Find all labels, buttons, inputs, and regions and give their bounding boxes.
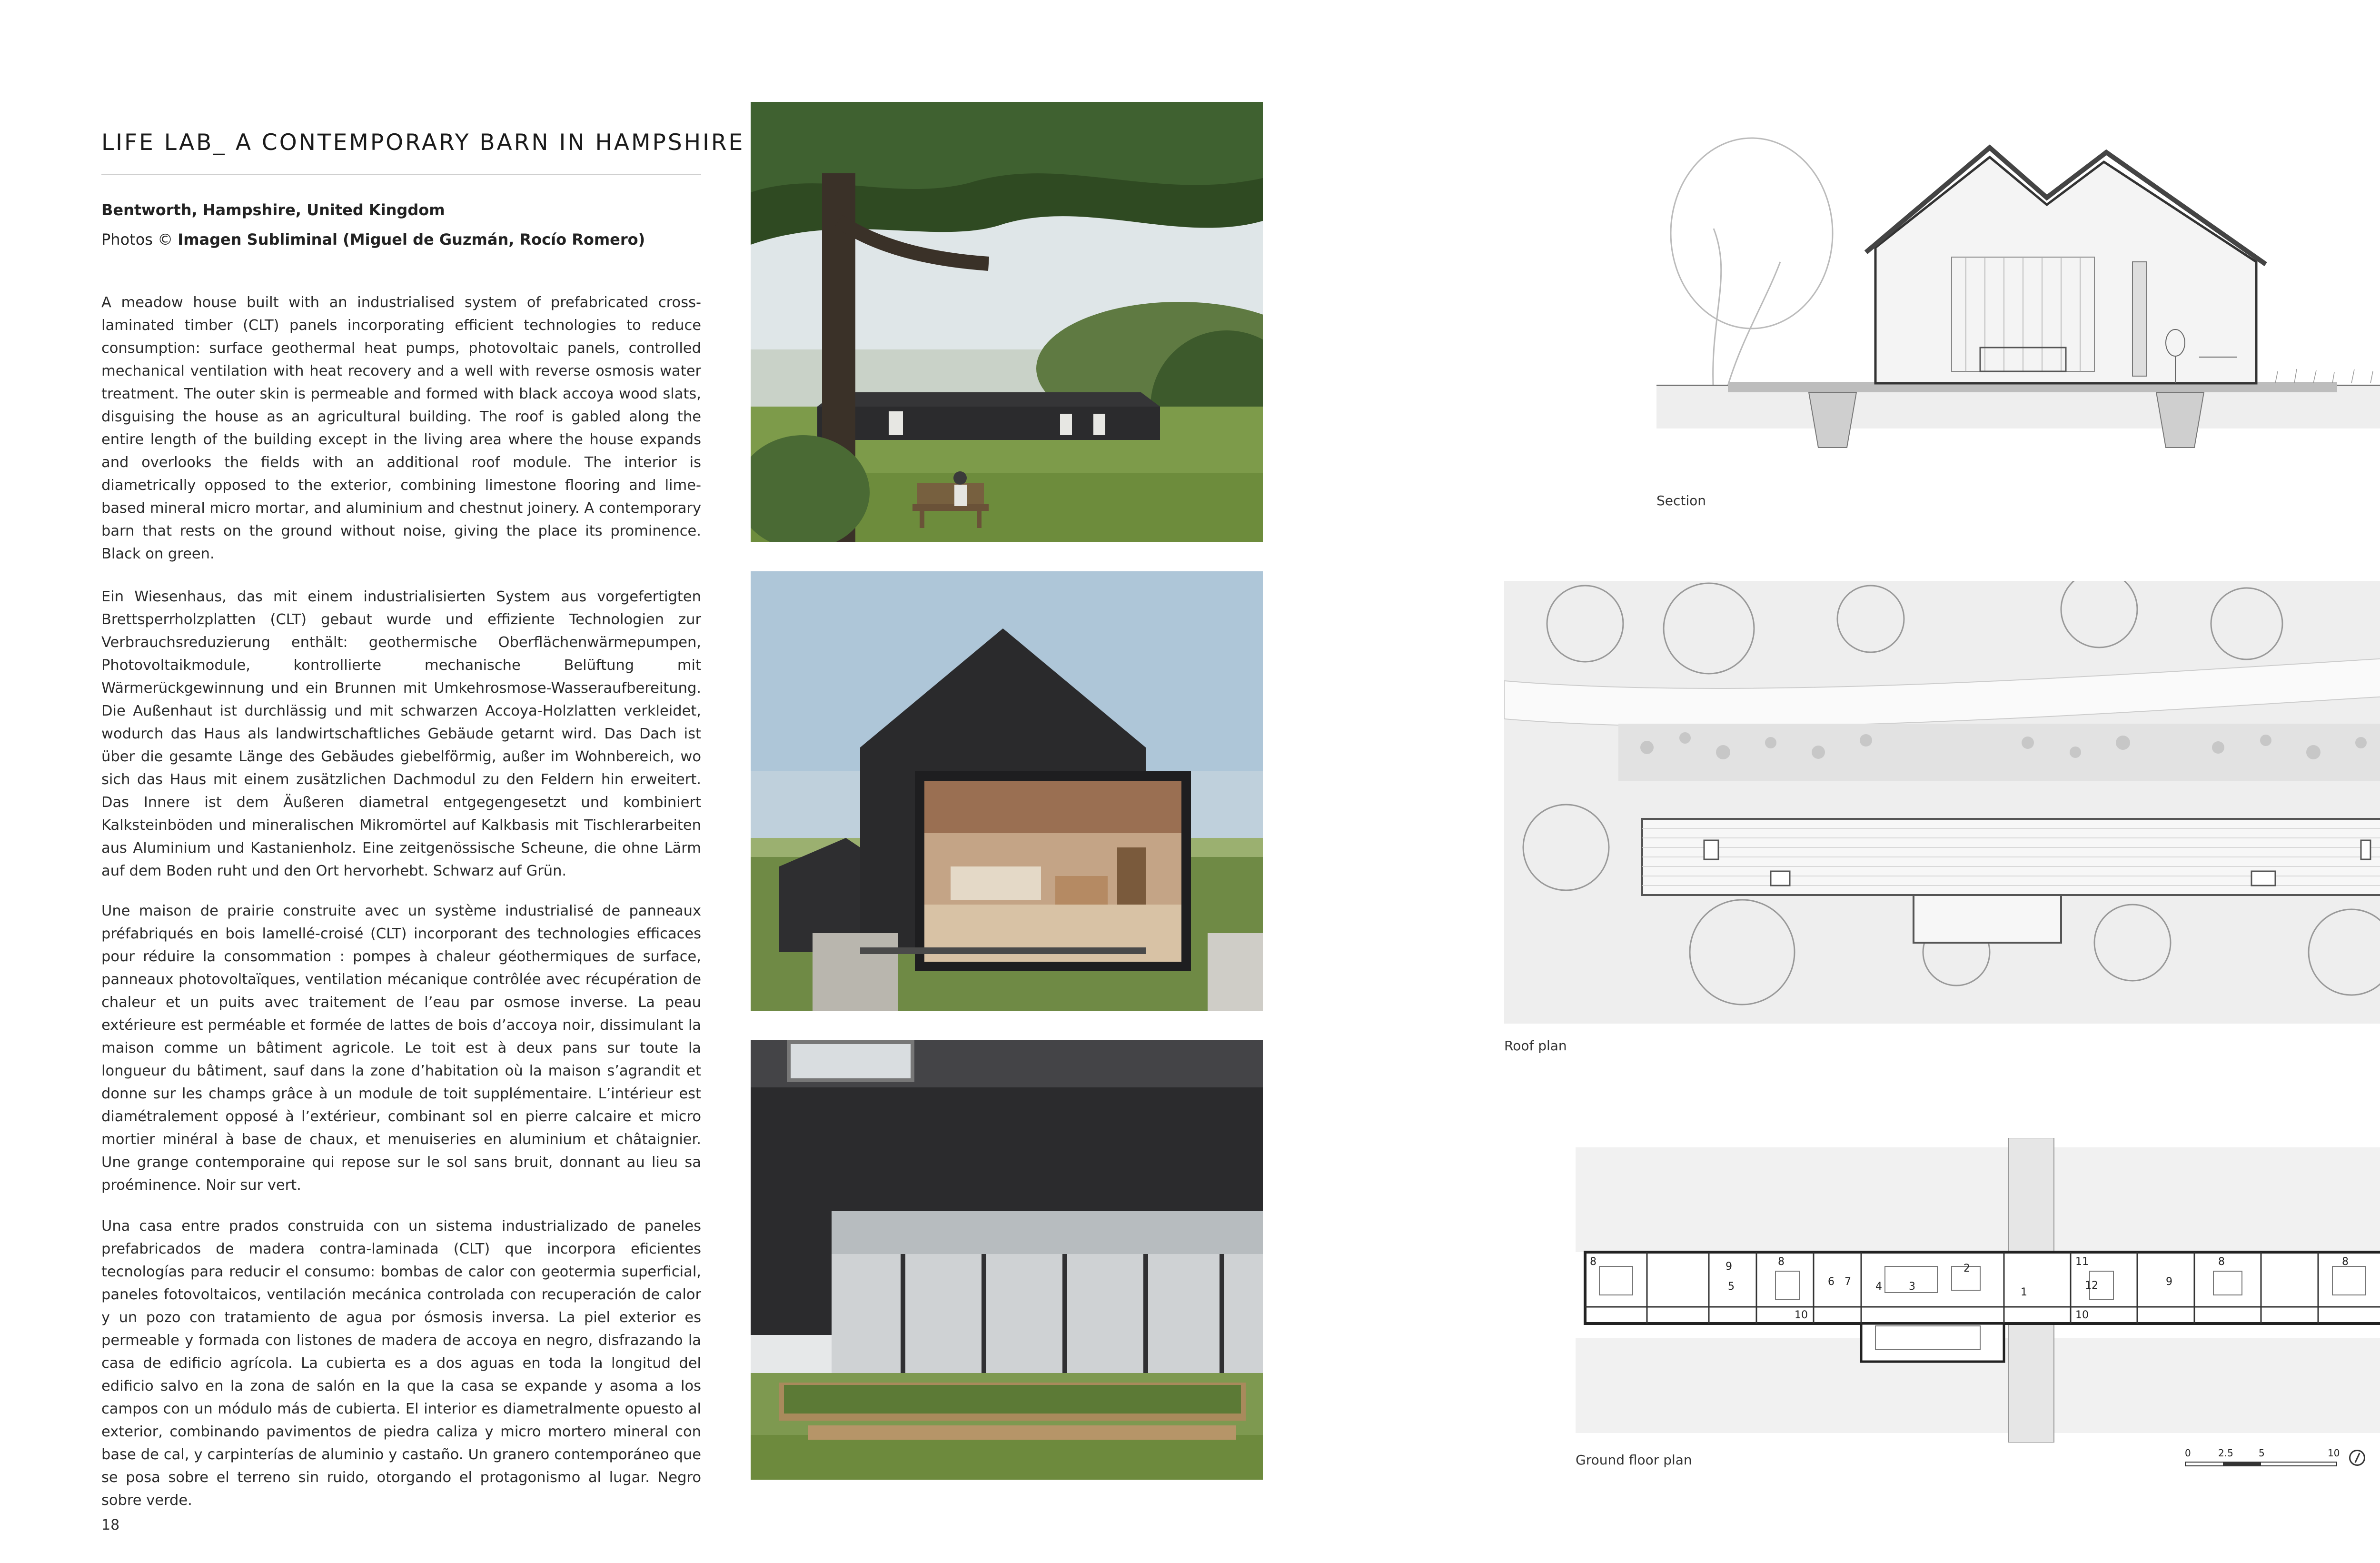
photo-long-facade [751,1040,1263,1480]
project-location: Bentworth, Hampshire, United Kingdom [101,201,445,219]
plan-label-6: 6 [1828,1276,1835,1288]
plan-label-7: 7 [1844,1276,1851,1288]
plan-label-4: 4 [1875,1281,1882,1293]
north-arrow-icon [2349,1450,2365,1466]
plan-label-9b: 9 [2166,1276,2172,1288]
plan-label-8d: 8 [2342,1256,2349,1268]
ground-floor-plan-drawing [1547,1138,2380,1443]
paragraph-german: Ein Wiesenhaus, das mit einem industrialisierten System aus vorgefertigten Brettsperrholzplatten (CLT) gebaut wurde und effiziente Technologien zur Verbrauchsreduzierung enthält: geothermische Oberflächenwärmepumpen, Photovoltaikmodule, kontrollierte mechanische Belüftung mit Wärmerückgewinnung und ein Brunnen mit Umkehrosmose-Wasseraufbereitung. Die Außenhaut ist durchlässig und mit schwarzen Accoya-Holzlatten verkleidet, wodurch das Haus als landwirtschaftliches Gebäude getarnt wird. Das Dach ist über die gesamte Länge des Gebäudes giebelförmig, außer im Wohnbereich, wo sich das Haus mit einem zusätzlichen Dachmodul zu den Feldern hin erweitert. Das Innere ist dem Äußeren diametral entgegengesetzt und kombiniert Kalksteinböden und mineralischen Mikromörtel auf Kalkbasis mit Tischlerarbeiten aus Aluminium und Kastanienholz. Eine zeitgenössische Scheune, die ohne Lärm auf dem Boden ruht und den Ort hervorhebt. Schwarz auf Grün. [101,588,701,879]
plan-label-11: 11 [2075,1256,2089,1268]
plan-label-1: 1 [2021,1286,2027,1298]
scale-tick-10: 10 [2328,1447,2340,1459]
caption-roof-plan: Roof plan [1504,1038,1567,1054]
scale-tick-5: 5 [2259,1447,2265,1459]
paragraph-spanish: Una casa entre prados construida con un sistema industrializado de paneles prefabricados de madera contra-laminada (CLT) que incorpora eficientes tecnologías para reducir el consumo: bombas de calor con geotermia superficial, paneles fotovoltaicos, ventilación mecánica controlada con recuperación de calor y un pozo con tratamiento de agua por ósmosis inversa. La piel exterior es permeable y formada con listones de madera de accoya en negro, disfrazando la casa de edificio agrícola. La cubierta es a dos aguas en toda la longitud del edificio salvo en la zona de salón en la que la casa se expande y asoma a los campos con un módulo más de cubierta. El interior es diametralmente opuesto al exterior, combinando pavimentos de piedra caliza y micro mortero mineral con base de cal, y carpinterías de aluminio y castaño. Un granero contemporáneo que se posa sobre el terreno sin ruido, otorgando el protagonismo al lugar. Negro sobre verde. [101,1218,701,1509]
plan-label-3: 3 [1909,1281,1915,1293]
page-number-left: 18 [101,1517,120,1533]
photo-gable-window [751,571,1263,1011]
roof-plan-drawing [1504,581,2380,1024]
photo-credit-prefix: Photos © [101,230,178,249]
plan-label-10b: 10 [2075,1309,2089,1321]
plan-label-12: 12 [2085,1280,2098,1292]
plan-label-10a: 10 [1795,1309,1808,1321]
caption-section: Section [1656,493,1706,508]
scale-tick-2-5: 2.5 [2218,1447,2233,1459]
photo-meadow-barn [751,102,1263,542]
title-rule [101,174,701,175]
scale-tick-0: 0 [2185,1447,2191,1459]
photo-credit [101,230,645,249]
paragraph-english: A meadow house built with an industrialised system of prefabricated cross-laminated timber (CLT) panels incorporating efficient technologies to reduce consumption: surface geothermal heat pumps, photovoltaic panels, controlled mechanical ventilation with heat recovery and a well with reverse osmosis water treatment. The outer skin is permeable and formed with black accoya wood slats, disguising the house as an agricultural building. The roof is gabled along the entire length of the building except in the living area where the house expands and overlooks the fields with an additional roof module. The interior is diametrically opposed to the exterior, combining limestone flooring and lime-based mineral micro mortar, and aluminium and chestnut joinery. A contemporary barn that rests on the ground without noise, giving the place its prominence. Black on green. [101,294,701,562]
plan-label-2: 2 [1964,1263,1970,1274]
plan-label-8b: 8 [1778,1256,1785,1268]
scale-bar [2185,1443,2375,1481]
plan-label-5: 5 [1728,1281,1735,1293]
paragraph-french: Une maison de prairie construite avec un système industrialisé de panneaux préfabriqués en bois lamellé-croisé (CLT) incorporant des technologies efficaces pour réduire la consommation : pompes à chaleur géothermiques de surface, panneaux photovoltaïques, ventilation mécanique contrôlée avec récupération de chaleur et un puits avec traitement de l’eau par osmose inverse. La peau extérieure est perméable et formée de lattes de bois d’accoya noir, dissimulant la maison comme un bâtiment agricole. Le toit est à deux pans sur toute la longueur du bâtiment, sauf dans la zone d’habitation où la maison s’agrandit et donne sur les champs grâce à un module de toit supplémentaire. L’intérieur est diamétralement opposé à l’extérieur, combinant sol en pierre calcaire et micro mortier minéral à base de chaux, et menuiseries en aluminium et châtaignier. Une grange contemporaine qui repose sur le sol sans bruit, donnant au lieu sa proéminence. Noir sur vert. [101,903,701,1194]
article-title: LIFE LAB_ A CONTEMPORARY BARN IN HAMPSHIRE [101,129,745,156]
plan-label-8c: 8 [2218,1256,2225,1268]
section-drawing [1656,119,2380,471]
plan-label-9a: 9 [1726,1261,1732,1273]
photo-credit-name: Imagen Subliminal (Miguel de Guzmán, Rocío Romero) [178,230,645,249]
caption-ground-floor-plan: Ground floor plan [1576,1452,1692,1468]
plan-label-8a: 8 [1590,1256,1597,1268]
